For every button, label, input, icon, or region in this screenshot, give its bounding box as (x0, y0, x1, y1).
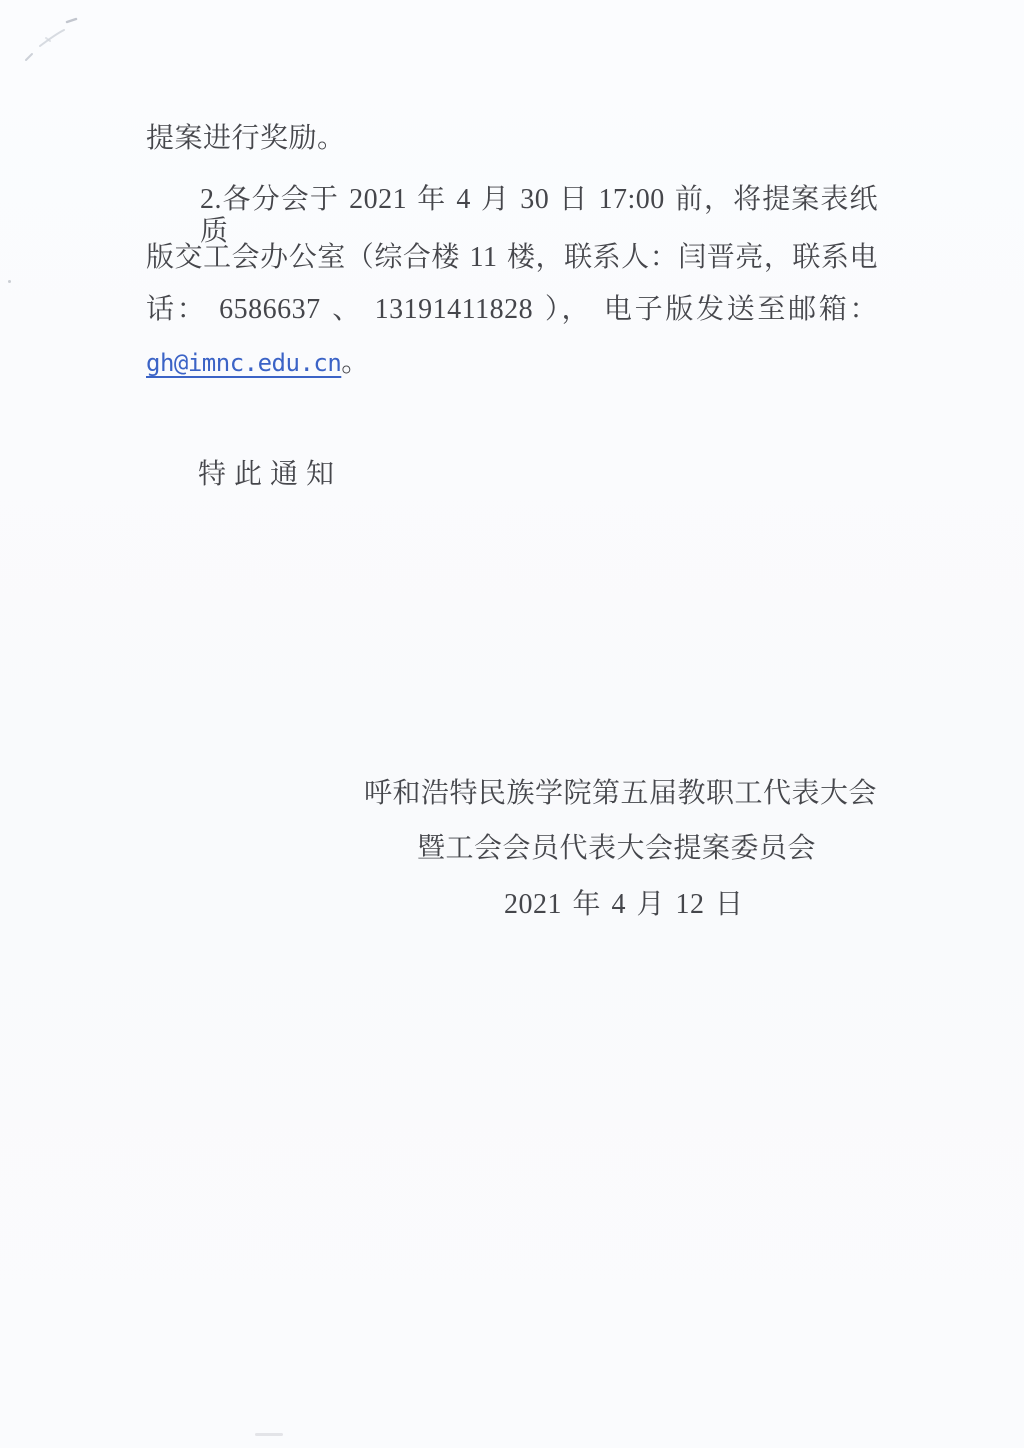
body-line-item2-1: 2.各分会于 2021 年 4 月 30 日 17:00 前，将提案表纸质 (200, 184, 878, 247)
body-line-item2-2: 版交工会办公室（综合楼 11 楼，联系人：闫晋亮，联系电 (146, 242, 878, 273)
signature-date: 2021 年 4 月 12 日 (504, 889, 744, 920)
body-line-item2-3: 话： 6586637 、 13191411828 ）， 电子版发送至邮箱： (146, 294, 878, 325)
scan-scratch-artifact (12, 4, 102, 74)
signature-org-line-1: 呼和浩特民族学院第五届教职工代表大会 (364, 778, 878, 809)
email-link[interactable]: gh@imnc.edu.cn (146, 349, 342, 377)
body-line-paragraph-tail: 提案进行奖励。 (146, 123, 346, 154)
signature-org-line-2: 暨工会会员代表大会提案委员会 (417, 833, 817, 864)
closing-line: 特此通知 (198, 459, 343, 490)
scan-smudge-artifact (255, 1433, 283, 1436)
email-line (146, 347, 369, 379)
scan-speck-artifact (8, 280, 11, 283)
email-period: 。 (341, 347, 370, 378)
